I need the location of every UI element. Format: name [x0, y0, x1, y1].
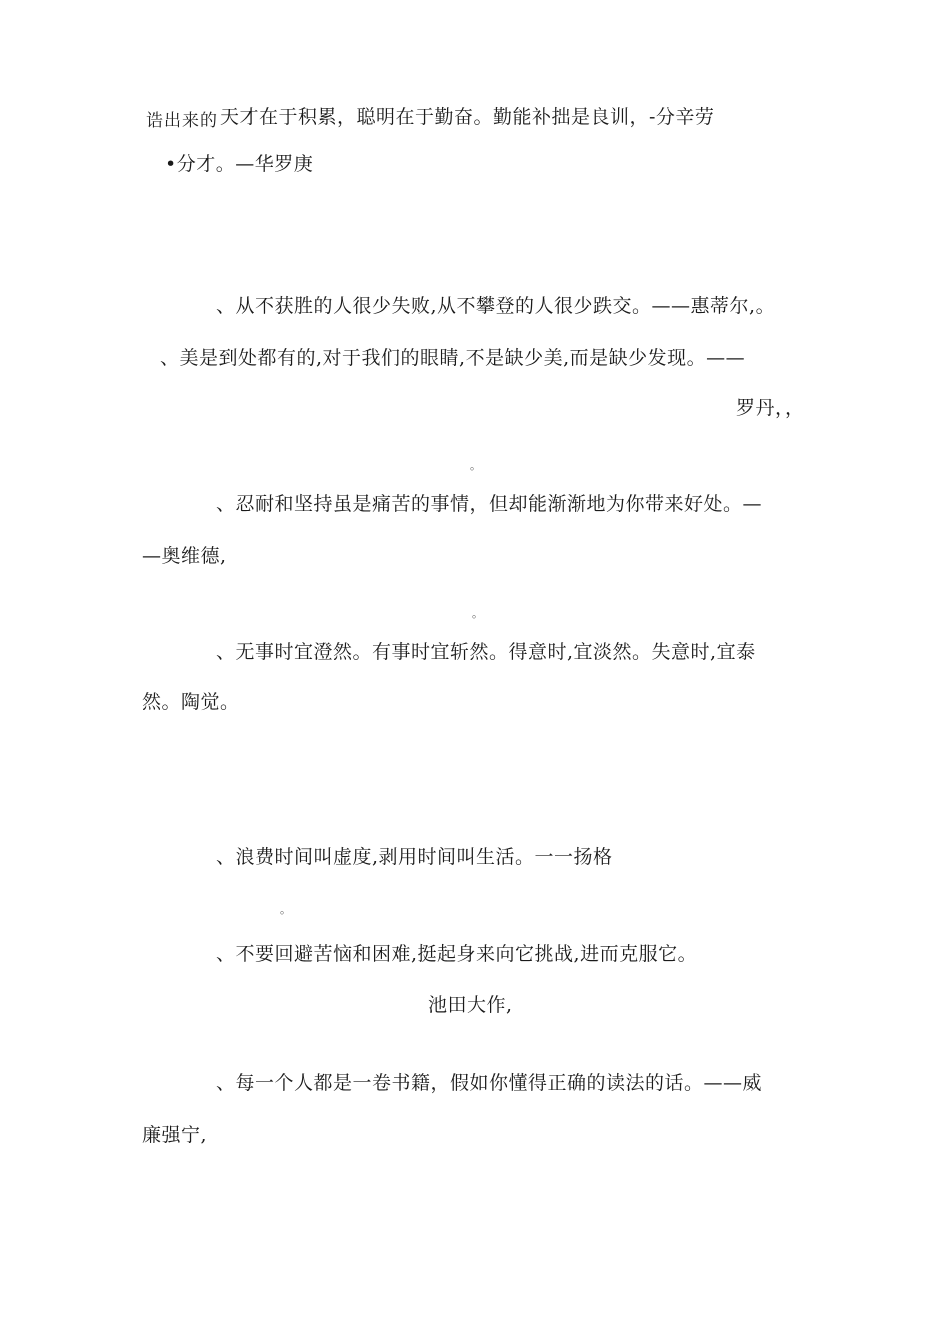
stray-mark: 。 [470, 459, 481, 472]
quote-hua-luogeng-line1: 天才在于积累，聪明在于勤奋。勤能补拙是良训，-分辛劳 [220, 106, 715, 128]
quote-ovid-line1: 、忍耐和坚持虽是痛苦的事情，但却能渐渐地为你带来好处。— [216, 493, 763, 515]
overlapping-text-fragment: 诰出来的 [146, 111, 218, 131]
quote-ikeda-line2: 池田大作, [428, 994, 513, 1016]
stray-mark: 。 [472, 607, 483, 620]
quote-whittier: 、从不获胜的人很少失败,从不攀登的人很少跌交。——惠蒂尔,。 [216, 295, 776, 317]
quote-channing-line1: 、每一个人都是一卷书籍，假如你懂得正确的读法的话。——威 [216, 1072, 763, 1094]
quote-ikeda-line1: 、不要回避苦恼和困难,挺起身来向它挑战,进而克服它。 [216, 943, 698, 965]
quote-tao-line1: 、无事时宜澄然。有事时宜斩然。得意时,宜淡然。失意时,宜泰 [216, 641, 756, 663]
quote-hua-luogeng-line2: •分才。—华罗庚 [165, 153, 314, 175]
quote-tao-line2: 然。陶觉。 [142, 691, 240, 713]
quote-channing-line2: 廉强宁, [142, 1124, 208, 1146]
quote-rodin-line2: 罗丹，， [736, 397, 805, 419]
quote-rodin-line1: 、美是到处都有的,对于我们的眼睛,不是缺少美,而是缺少发现。—— [160, 347, 746, 369]
quote-ovid-line2: —奥维德, [142, 545, 227, 567]
stray-mark: 。 [280, 903, 291, 916]
quote-young: 、浪费时间叫虚度,剥用时间叫生活。一一扬格 [216, 846, 613, 868]
